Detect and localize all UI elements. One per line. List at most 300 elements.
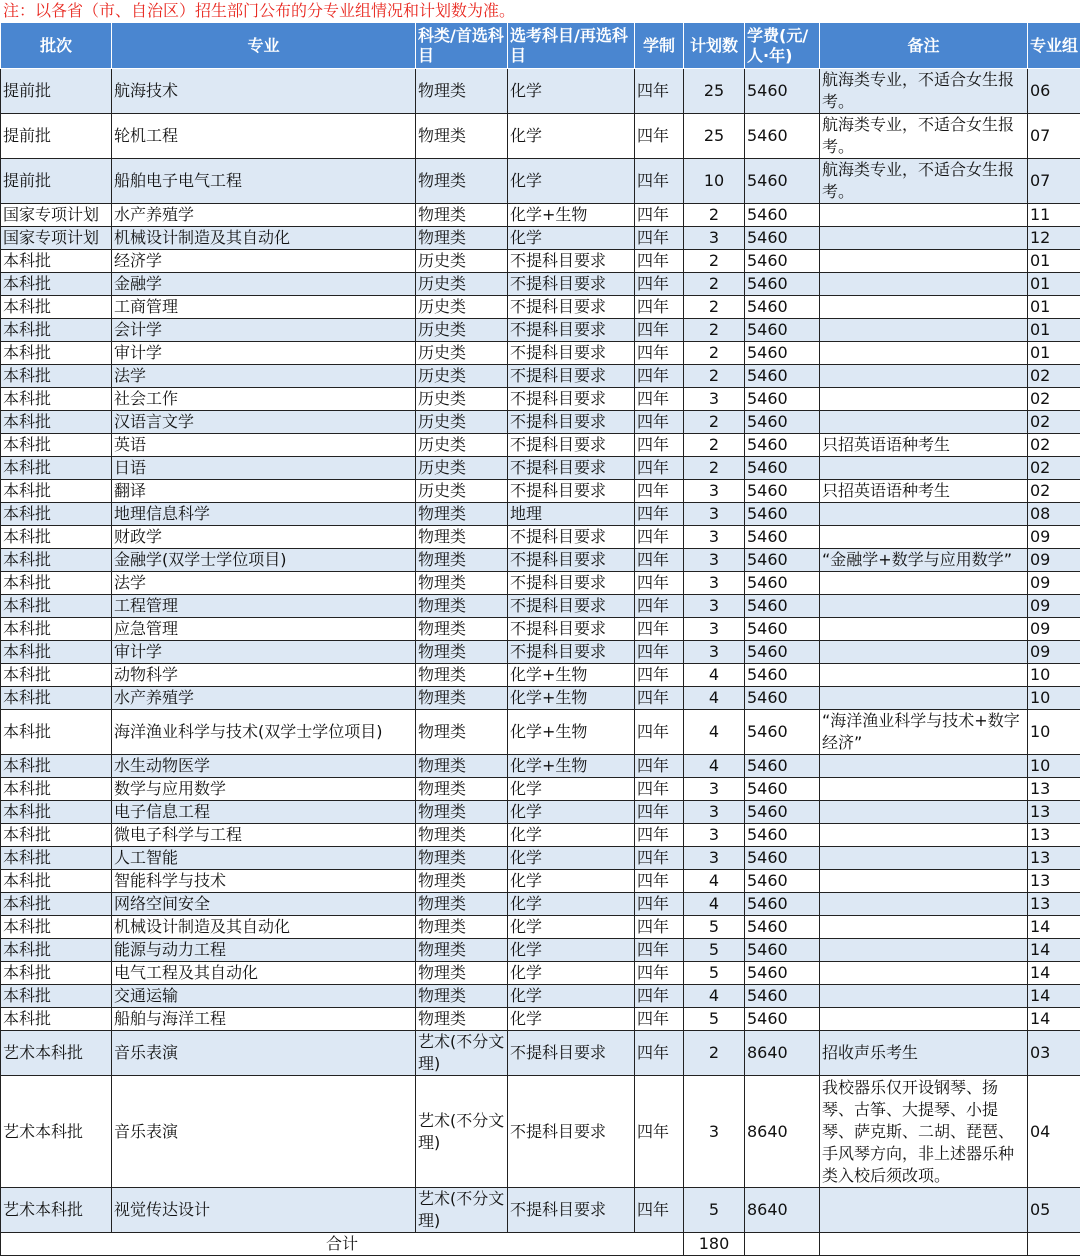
cell-plan: 10 bbox=[684, 159, 745, 204]
cell-batch: 本科批 bbox=[1, 526, 112, 549]
cell-fee: 8640 bbox=[745, 1188, 820, 1233]
header-remark: 备注 bbox=[820, 23, 1028, 69]
cell-batch: 本科批 bbox=[1, 480, 112, 503]
cell-group: 13 bbox=[1028, 801, 1080, 824]
cell-major: 微电子科学与工程 bbox=[112, 824, 416, 847]
cell-batch: 本科批 bbox=[1, 365, 112, 388]
cell-batch: 本科批 bbox=[1, 962, 112, 985]
cell-elective: 不提科目要求 bbox=[508, 526, 635, 549]
cell-remark: “海洋渔业科学与技术+数字经济” bbox=[820, 710, 1028, 755]
total-label: 合计 bbox=[1, 1233, 684, 1256]
cell-remark bbox=[820, 755, 1028, 778]
cell-remark bbox=[820, 273, 1028, 296]
cell-plan: 4 bbox=[684, 985, 745, 1008]
cell-major: 视觉传达设计 bbox=[112, 1188, 416, 1233]
table-row bbox=[1, 618, 1080, 641]
table-row bbox=[1, 69, 1080, 114]
cell-plan: 3 bbox=[684, 480, 745, 503]
cell-years: 四年 bbox=[635, 69, 684, 114]
cell-remark: 航海类专业，不适合女生报考。 bbox=[820, 159, 1028, 204]
cell-batch: 国家专项计划 bbox=[1, 227, 112, 250]
cell-major: 汉语言文学 bbox=[112, 411, 416, 434]
cell-fee: 5460 bbox=[745, 250, 820, 273]
cell-batch: 本科批 bbox=[1, 664, 112, 687]
cell-category: 物理类 bbox=[416, 870, 508, 893]
cell-category: 物理类 bbox=[416, 641, 508, 664]
table-row bbox=[1, 710, 1080, 755]
cell-years: 四年 bbox=[635, 893, 684, 916]
cell-remark bbox=[820, 1008, 1028, 1031]
cell-remark bbox=[820, 939, 1028, 962]
cell-fee: 5460 bbox=[745, 434, 820, 457]
cell-elective: 不提科目要求 bbox=[508, 388, 635, 411]
cell-group: 09 bbox=[1028, 641, 1080, 664]
cell-fee: 5460 bbox=[745, 227, 820, 250]
cell-category: 艺术(不分文理) bbox=[416, 1188, 508, 1233]
cell-plan: 2 bbox=[684, 342, 745, 365]
cell-major: 金融学(双学士学位项目) bbox=[112, 549, 416, 572]
cell-elective: 化学 bbox=[508, 778, 635, 801]
cell-elective: 化学 bbox=[508, 985, 635, 1008]
cell-elective: 化学+生物 bbox=[508, 710, 635, 755]
cell-elective: 不提科目要求 bbox=[508, 1188, 635, 1233]
cell-elective: 化学 bbox=[508, 847, 635, 870]
cell-major: 轮机工程 bbox=[112, 114, 416, 159]
cell-elective: 化学 bbox=[508, 801, 635, 824]
cell-elective: 不提科目要求 bbox=[508, 273, 635, 296]
cell-remark bbox=[820, 1188, 1028, 1233]
cell-remark: 只招英语语种考生 bbox=[820, 480, 1028, 503]
cell-remark bbox=[820, 388, 1028, 411]
cell-years: 四年 bbox=[635, 664, 684, 687]
cell-fee: 5460 bbox=[745, 870, 820, 893]
cell-major: 音乐表演 bbox=[112, 1031, 416, 1076]
cell-fee: 5460 bbox=[745, 319, 820, 342]
cell-elective: 化学 bbox=[508, 870, 635, 893]
cell-fee: 5460 bbox=[745, 985, 820, 1008]
cell-group: 01 bbox=[1028, 296, 1080, 319]
cell-major: 水生动物医学 bbox=[112, 755, 416, 778]
cell-fee: 5460 bbox=[745, 893, 820, 916]
cell-remark bbox=[820, 457, 1028, 480]
cell-batch: 本科批 bbox=[1, 916, 112, 939]
cell-major: 日语 bbox=[112, 457, 416, 480]
cell-category: 物理类 bbox=[416, 893, 508, 916]
cell-remark bbox=[820, 847, 1028, 870]
cell-plan: 5 bbox=[684, 916, 745, 939]
cell-remark bbox=[820, 687, 1028, 710]
total-row bbox=[1, 1233, 1080, 1256]
table-row bbox=[1, 250, 1080, 273]
cell-major: 应急管理 bbox=[112, 618, 416, 641]
cell-batch: 本科批 bbox=[1, 893, 112, 916]
cell-fee: 5460 bbox=[745, 411, 820, 434]
cell-years: 四年 bbox=[635, 204, 684, 227]
cell-plan: 5 bbox=[684, 1188, 745, 1233]
table-row bbox=[1, 526, 1080, 549]
table-row bbox=[1, 1076, 1080, 1188]
cell-years: 四年 bbox=[635, 962, 684, 985]
cell-years: 四年 bbox=[635, 572, 684, 595]
cell-fee: 5460 bbox=[745, 755, 820, 778]
cell-major: 船舶与海洋工程 bbox=[112, 1008, 416, 1031]
cell-fee: 5460 bbox=[745, 824, 820, 847]
cell-elective: 化学 bbox=[508, 824, 635, 847]
cell-group: 01 bbox=[1028, 273, 1080, 296]
cell-years: 四年 bbox=[635, 411, 684, 434]
cell-remark: “金融学+数学与应用数学” bbox=[820, 549, 1028, 572]
cell-remark bbox=[820, 296, 1028, 319]
cell-major: 工商管理 bbox=[112, 296, 416, 319]
cell-group: 04 bbox=[1028, 1076, 1080, 1188]
cell-batch: 本科批 bbox=[1, 572, 112, 595]
cell-group: 01 bbox=[1028, 319, 1080, 342]
cell-plan: 2 bbox=[684, 411, 745, 434]
table-row bbox=[1, 411, 1080, 434]
cell-category: 物理类 bbox=[416, 1008, 508, 1031]
table-row bbox=[1, 227, 1080, 250]
cell-plan: 3 bbox=[684, 227, 745, 250]
cell-remark: 招收声乐考生 bbox=[820, 1031, 1028, 1076]
cell-elective: 化学+生物 bbox=[508, 664, 635, 687]
cell-plan: 3 bbox=[684, 549, 745, 572]
cell-elective: 不提科目要求 bbox=[508, 411, 635, 434]
cell-group: 13 bbox=[1028, 893, 1080, 916]
cell-category: 历史类 bbox=[416, 296, 508, 319]
cell-major: 水产养殖学 bbox=[112, 687, 416, 710]
total-empty-remark bbox=[820, 1233, 1028, 1256]
cell-group: 02 bbox=[1028, 434, 1080, 457]
cell-remark bbox=[820, 503, 1028, 526]
cell-group: 09 bbox=[1028, 572, 1080, 595]
cell-remark bbox=[820, 227, 1028, 250]
enrollment-plan-table bbox=[0, 22, 1080, 1256]
cell-major: 网络空间安全 bbox=[112, 893, 416, 916]
cell-fee: 5460 bbox=[745, 296, 820, 319]
cell-plan: 3 bbox=[684, 641, 745, 664]
cell-group: 01 bbox=[1028, 342, 1080, 365]
cell-major: 人工智能 bbox=[112, 847, 416, 870]
header-group: 专业组 bbox=[1028, 23, 1080, 69]
cell-elective: 化学+生物 bbox=[508, 204, 635, 227]
table-row bbox=[1, 687, 1080, 710]
cell-elective: 不提科目要求 bbox=[508, 480, 635, 503]
cell-plan: 3 bbox=[684, 801, 745, 824]
cell-plan: 3 bbox=[684, 503, 745, 526]
cell-group: 06 bbox=[1028, 69, 1080, 114]
cell-major: 船舶电子电气工程 bbox=[112, 159, 416, 204]
cell-plan: 4 bbox=[684, 893, 745, 916]
cell-years: 四年 bbox=[635, 503, 684, 526]
cell-fee: 5460 bbox=[745, 664, 820, 687]
cell-years: 四年 bbox=[635, 710, 684, 755]
cell-major: 翻译 bbox=[112, 480, 416, 503]
cell-years: 四年 bbox=[635, 227, 684, 250]
cell-elective: 不提科目要求 bbox=[508, 572, 635, 595]
cell-years: 四年 bbox=[635, 296, 684, 319]
cell-plan: 3 bbox=[684, 1076, 745, 1188]
cell-category: 历史类 bbox=[416, 457, 508, 480]
cell-remark bbox=[820, 916, 1028, 939]
cell-plan: 2 bbox=[684, 365, 745, 388]
table-row bbox=[1, 755, 1080, 778]
cell-years: 四年 bbox=[635, 687, 684, 710]
cell-plan: 3 bbox=[684, 526, 745, 549]
cell-fee: 5460 bbox=[745, 388, 820, 411]
cell-fee: 5460 bbox=[745, 342, 820, 365]
cell-fee: 5460 bbox=[745, 69, 820, 114]
cell-category: 艺术(不分文理) bbox=[416, 1076, 508, 1188]
cell-major: 航海技术 bbox=[112, 69, 416, 114]
cell-major: 机械设计制造及其自动化 bbox=[112, 227, 416, 250]
cell-years: 四年 bbox=[635, 1031, 684, 1076]
cell-major: 审计学 bbox=[112, 342, 416, 365]
cell-category: 物理类 bbox=[416, 159, 508, 204]
cell-years: 四年 bbox=[635, 618, 684, 641]
cell-remark bbox=[820, 595, 1028, 618]
cell-category: 物理类 bbox=[416, 755, 508, 778]
cell-plan: 4 bbox=[684, 687, 745, 710]
cell-years: 四年 bbox=[635, 114, 684, 159]
cell-major: 机械设计制造及其自动化 bbox=[112, 916, 416, 939]
cell-elective: 不提科目要求 bbox=[508, 319, 635, 342]
cell-remark bbox=[820, 893, 1028, 916]
cell-fee: 8640 bbox=[745, 1031, 820, 1076]
table-row bbox=[1, 365, 1080, 388]
cell-batch: 提前批 bbox=[1, 159, 112, 204]
cell-category: 物理类 bbox=[416, 916, 508, 939]
cell-group: 14 bbox=[1028, 1008, 1080, 1031]
cell-fee: 5460 bbox=[745, 572, 820, 595]
cell-batch: 本科批 bbox=[1, 1008, 112, 1031]
cell-plan: 2 bbox=[684, 250, 745, 273]
cell-years: 四年 bbox=[635, 595, 684, 618]
cell-batch: 国家专项计划 bbox=[1, 204, 112, 227]
cell-remark bbox=[820, 641, 1028, 664]
table-row bbox=[1, 273, 1080, 296]
cell-batch: 本科批 bbox=[1, 595, 112, 618]
cell-batch: 本科批 bbox=[1, 801, 112, 824]
cell-years: 四年 bbox=[635, 159, 684, 204]
cell-remark bbox=[820, 365, 1028, 388]
cell-batch: 提前批 bbox=[1, 69, 112, 114]
cell-years: 四年 bbox=[635, 480, 684, 503]
cell-plan: 5 bbox=[684, 1008, 745, 1031]
cell-elective: 不提科目要求 bbox=[508, 549, 635, 572]
cell-years: 四年 bbox=[635, 549, 684, 572]
cell-fee: 5460 bbox=[745, 847, 820, 870]
cell-fee: 5460 bbox=[745, 939, 820, 962]
cell-batch: 艺术本科批 bbox=[1, 1076, 112, 1188]
cell-category: 物理类 bbox=[416, 847, 508, 870]
cell-elective: 化学 bbox=[508, 939, 635, 962]
table-row bbox=[1, 893, 1080, 916]
cell-group: 02 bbox=[1028, 457, 1080, 480]
cell-years: 四年 bbox=[635, 434, 684, 457]
table-row bbox=[1, 503, 1080, 526]
header-plan: 计划数 bbox=[684, 23, 745, 69]
cell-elective: 不提科目要求 bbox=[508, 1031, 635, 1076]
cell-group: 14 bbox=[1028, 985, 1080, 1008]
cell-category: 历史类 bbox=[416, 273, 508, 296]
cell-group: 14 bbox=[1028, 939, 1080, 962]
cell-remark bbox=[820, 962, 1028, 985]
cell-plan: 5 bbox=[684, 962, 745, 985]
table-row bbox=[1, 916, 1080, 939]
cell-elective: 化学 bbox=[508, 962, 635, 985]
table-row bbox=[1, 641, 1080, 664]
cell-group: 07 bbox=[1028, 159, 1080, 204]
cell-group: 02 bbox=[1028, 411, 1080, 434]
cell-fee: 5460 bbox=[745, 618, 820, 641]
cell-years: 四年 bbox=[635, 1188, 684, 1233]
cell-elective: 不提科目要求 bbox=[508, 1076, 635, 1188]
cell-batch: 本科批 bbox=[1, 457, 112, 480]
cell-plan: 2 bbox=[684, 273, 745, 296]
cell-years: 四年 bbox=[635, 342, 684, 365]
cell-category: 历史类 bbox=[416, 342, 508, 365]
cell-group: 09 bbox=[1028, 618, 1080, 641]
table-row bbox=[1, 204, 1080, 227]
cell-fee: 5460 bbox=[745, 503, 820, 526]
cell-years: 四年 bbox=[635, 1076, 684, 1188]
table-row bbox=[1, 664, 1080, 687]
cell-years: 四年 bbox=[635, 870, 684, 893]
cell-years: 四年 bbox=[635, 273, 684, 296]
cell-years: 四年 bbox=[635, 939, 684, 962]
cell-elective: 不提科目要求 bbox=[508, 618, 635, 641]
cell-elective: 不提科目要求 bbox=[508, 595, 635, 618]
cell-elective: 不提科目要求 bbox=[508, 457, 635, 480]
cell-group: 08 bbox=[1028, 503, 1080, 526]
header-major: 专业 bbox=[112, 23, 416, 69]
cell-plan: 2 bbox=[684, 434, 745, 457]
cell-remark bbox=[820, 801, 1028, 824]
cell-group: 13 bbox=[1028, 847, 1080, 870]
cell-category: 历史类 bbox=[416, 388, 508, 411]
table-row bbox=[1, 342, 1080, 365]
cell-category: 物理类 bbox=[416, 549, 508, 572]
cell-remark bbox=[820, 250, 1028, 273]
cell-plan: 5 bbox=[684, 939, 745, 962]
cell-plan: 3 bbox=[684, 595, 745, 618]
cell-major: 法学 bbox=[112, 572, 416, 595]
cell-fee: 5460 bbox=[745, 204, 820, 227]
cell-elective: 化学 bbox=[508, 159, 635, 204]
cell-group: 10 bbox=[1028, 687, 1080, 710]
cell-category: 艺术(不分文理) bbox=[416, 1031, 508, 1076]
cell-plan: 3 bbox=[684, 778, 745, 801]
cell-fee: 5460 bbox=[745, 710, 820, 755]
cell-category: 物理类 bbox=[416, 618, 508, 641]
table-row bbox=[1, 1008, 1080, 1031]
cell-elective: 化学 bbox=[508, 227, 635, 250]
cell-remark bbox=[820, 824, 1028, 847]
cell-batch: 本科批 bbox=[1, 503, 112, 526]
cell-plan: 2 bbox=[684, 204, 745, 227]
table-row bbox=[1, 434, 1080, 457]
cell-years: 四年 bbox=[635, 319, 684, 342]
cell-category: 历史类 bbox=[416, 319, 508, 342]
cell-major: 审计学 bbox=[112, 641, 416, 664]
cell-group: 13 bbox=[1028, 778, 1080, 801]
cell-remark: 航海类专业，不适合女生报考。 bbox=[820, 69, 1028, 114]
header-years: 学制 bbox=[635, 23, 684, 69]
cell-fee: 5460 bbox=[745, 273, 820, 296]
table-row bbox=[1, 595, 1080, 618]
cell-fee: 5460 bbox=[745, 365, 820, 388]
cell-major: 海洋渔业科学与技术(双学士学位项目) bbox=[112, 710, 416, 755]
cell-remark bbox=[820, 985, 1028, 1008]
cell-major: 智能科学与技术 bbox=[112, 870, 416, 893]
cell-major: 法学 bbox=[112, 365, 416, 388]
cell-years: 四年 bbox=[635, 641, 684, 664]
table-row bbox=[1, 962, 1080, 985]
cell-remark: 只招英语语种考生 bbox=[820, 434, 1028, 457]
cell-major: 数学与应用数学 bbox=[112, 778, 416, 801]
cell-elective: 不提科目要求 bbox=[508, 365, 635, 388]
cell-batch: 本科批 bbox=[1, 939, 112, 962]
cell-group: 11 bbox=[1028, 204, 1080, 227]
cell-fee: 5460 bbox=[745, 114, 820, 159]
table-row bbox=[1, 572, 1080, 595]
cell-plan: 3 bbox=[684, 388, 745, 411]
cell-category: 物理类 bbox=[416, 227, 508, 250]
cell-batch: 本科批 bbox=[1, 870, 112, 893]
cell-plan: 2 bbox=[684, 1031, 745, 1076]
cell-batch: 本科批 bbox=[1, 755, 112, 778]
cell-group: 09 bbox=[1028, 595, 1080, 618]
cell-elective: 化学 bbox=[508, 69, 635, 114]
cell-remark bbox=[820, 572, 1028, 595]
cell-elective: 不提科目要求 bbox=[508, 296, 635, 319]
total-empty-fee bbox=[745, 1233, 820, 1256]
table-row bbox=[1, 824, 1080, 847]
cell-major: 电气工程及其自动化 bbox=[112, 962, 416, 985]
table-row bbox=[1, 457, 1080, 480]
cell-plan: 25 bbox=[684, 69, 745, 114]
cell-fee: 5460 bbox=[745, 480, 820, 503]
cell-years: 四年 bbox=[635, 847, 684, 870]
cell-batch: 本科批 bbox=[1, 824, 112, 847]
cell-fee: 5460 bbox=[745, 962, 820, 985]
table-row bbox=[1, 296, 1080, 319]
cell-years: 四年 bbox=[635, 1008, 684, 1031]
cell-remark: 我校器乐仅开设钢琴、扬琴、古筝、大提琴、小提琴、萨克斯、二胡、琵琶、手风琴方向，非上述器乐种类入校后须改项。 bbox=[820, 1076, 1028, 1188]
cell-category: 物理类 bbox=[416, 778, 508, 801]
cell-major: 电子信息工程 bbox=[112, 801, 416, 824]
cell-major: 财政学 bbox=[112, 526, 416, 549]
table-row bbox=[1, 985, 1080, 1008]
cell-group: 03 bbox=[1028, 1031, 1080, 1076]
cell-plan: 4 bbox=[684, 710, 745, 755]
header-batch: 批次 bbox=[1, 23, 112, 69]
cell-plan: 3 bbox=[684, 618, 745, 641]
header-fee: 学费(元/人·年) bbox=[745, 23, 820, 69]
table-header-row bbox=[1, 23, 1080, 69]
cell-years: 四年 bbox=[635, 457, 684, 480]
cell-group: 14 bbox=[1028, 962, 1080, 985]
cell-remark bbox=[820, 319, 1028, 342]
cell-elective: 化学 bbox=[508, 916, 635, 939]
cell-years: 四年 bbox=[635, 916, 684, 939]
cell-elective: 化学 bbox=[508, 1008, 635, 1031]
cell-remark bbox=[820, 664, 1028, 687]
cell-years: 四年 bbox=[635, 526, 684, 549]
cell-batch: 本科批 bbox=[1, 411, 112, 434]
cell-years: 四年 bbox=[635, 388, 684, 411]
cell-plan: 3 bbox=[684, 824, 745, 847]
